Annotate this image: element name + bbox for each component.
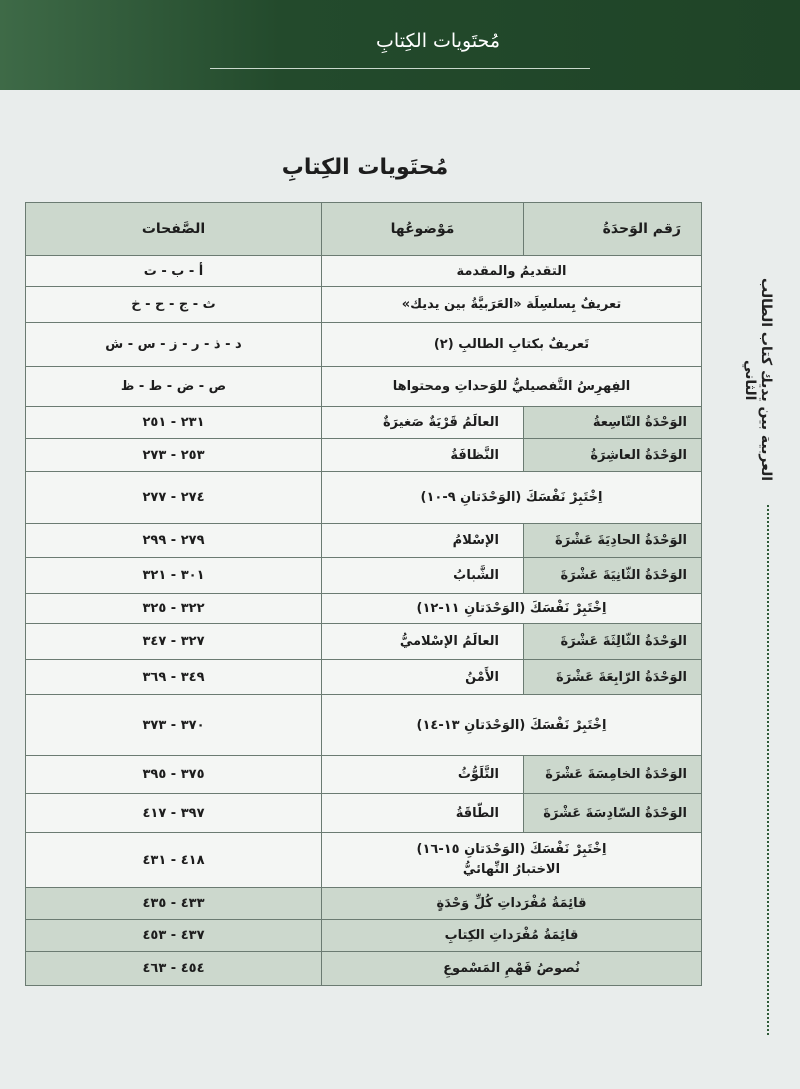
contents-table (25, 202, 702, 986)
pages-cell: ٣٩٧ - ٤١٧ (26, 794, 322, 833)
pages-cell: ٢٣١ - ٢٥١ (26, 407, 322, 439)
row-title-text: التقديمُ والمقدمة (456, 263, 567, 279)
row-title (322, 920, 702, 952)
page-title: مُحتَويات الكِتابِ (281, 155, 449, 180)
table-row (26, 833, 702, 888)
header-topic: مَوْضوعُها (322, 203, 524, 256)
table-row (26, 439, 702, 472)
pages-cell: أ - ب - ت (26, 256, 322, 287)
table-row (26, 794, 702, 833)
table-row (26, 407, 702, 439)
row-title (322, 833, 702, 888)
row-title (322, 594, 702, 624)
unit-cell: الوَحْدَةُ الخامِسَةَ عَشْرَةَ (524, 756, 702, 794)
topic-cell: العالَمُ الإسْلاميُّ (322, 624, 524, 660)
header-divider (210, 68, 590, 69)
table-row (26, 952, 702, 986)
pages-cell: ٤٣٣ - ٤٣٥ (26, 888, 322, 920)
topic-cell: التَّلَوُّثُ (322, 756, 524, 794)
row-title-text: اِخْتَبِرْ نَفْسَكَ (الوَحْدَتانِ ١١-١٢) (416, 601, 607, 616)
row-title-text: تَعريفٌ بكتابِ الطالبِ (٢) (433, 337, 590, 352)
header-title: مُحتَويات الكِتابِ (376, 30, 500, 52)
table-row (26, 920, 702, 952)
row-title-text: قائِمَةُ مُفْرَداتِ كُلِّ وَحْدَةٍ (436, 896, 587, 911)
row-title-text: اِخْتَبِرْ نَفْسَكَ (الوَحْدَتانِ ١٥-١٦) (416, 842, 607, 857)
table-row (26, 524, 702, 558)
topic-cell: الإسْلامُ (322, 524, 524, 558)
table-row (26, 594, 702, 624)
pages-cell: ٣٠١ - ٣٢١ (26, 558, 322, 594)
side-dotted-line (767, 505, 769, 1035)
row-title (322, 287, 702, 323)
row-title (322, 256, 702, 287)
unit-cell: الوَحْدَةُ الثّالِثَةَ عَشْرَةَ (524, 624, 702, 660)
pages-cell: ٣٧٠ - ٣٧٣ (26, 695, 322, 756)
table-row (26, 287, 702, 323)
row-title (322, 367, 702, 407)
pages-cell: ٣٧٥ - ٣٩٥ (26, 756, 322, 794)
row-title-text: قائِمَةُ مُفْرَداتِ الكِتابِ (444, 928, 579, 943)
row-title-text: نُصوصُ فَهْمِ المَسْموعِ (443, 961, 580, 976)
pages-cell: ٣٢٢ - ٣٢٥ (26, 594, 322, 624)
table-header-row (26, 203, 702, 256)
row-title-text: الفِهرِسُ التَّفصيليُّ للوَحداتِ ومحتواها (392, 379, 631, 394)
table-row (26, 558, 702, 594)
table-row (26, 323, 702, 367)
header-pages: الصَّفحات (26, 203, 322, 256)
table-row (26, 695, 702, 756)
row-title-text: تعريفٌ بِسلسِلَة «العَرَبيَّةُ بين يديك» (401, 297, 622, 312)
pages-cell: ٤١٨ - ٤٣١ (26, 833, 322, 888)
unit-cell: الوَحْدَةُ العاشِرَةُ (524, 439, 702, 472)
unit-cell: الوَحْدَةُ الثّانِيَةَ عَشْرَةَ (524, 558, 702, 594)
pages-cell: ٢٧٤ - ٢٧٧ (26, 472, 322, 524)
pages-cell: ٣٤٩ - ٣٦٩ (26, 660, 322, 695)
topic-cell: الطّاقَةُ (322, 794, 524, 833)
table-row (26, 472, 702, 524)
table-row (26, 256, 702, 287)
unit-cell: الوَحْدَةُ الرّابِعَةَ عَشْرَةَ (524, 660, 702, 695)
header-bar (0, 0, 800, 90)
topic-cell: الأَمْنُ (322, 660, 524, 695)
table-row (26, 888, 702, 920)
pages-cell: ث - ج - ح - خ (26, 287, 322, 323)
pages-cell: ٢٧٩ - ٢٩٩ (26, 524, 322, 558)
pages-cell: د - ذ - ر - ز - س - ش (26, 323, 322, 367)
table-row (26, 756, 702, 794)
row-title (322, 472, 702, 524)
table-row (26, 624, 702, 660)
row-title (322, 695, 702, 756)
unit-cell: الوَحْدَةُ الحادِيَةَ عَشْرَةَ (524, 524, 702, 558)
table-row (26, 660, 702, 695)
topic-cell: الشَّبابُ (322, 558, 524, 594)
topic-cell: العالَمُ قَرْيَةٌ صَغيرَةٌ (322, 407, 524, 439)
unit-cell: الوَحْدَةُ التّاسِعةُ (524, 407, 702, 439)
unit-cell: الوَحْدَةُ السّادِسَةَ عَشْرَةَ (524, 794, 702, 833)
pages-cell: ٤٥٤ - ٤٦٣ (26, 952, 322, 986)
header-unit: رَقم الوَحدَةُ (524, 203, 702, 256)
side-label: العربية بين يديك كتاب الطالب الثاني (742, 278, 774, 482)
table-body (26, 256, 702, 986)
row-title-text-secondary: الاختبارُ النِّهائيُّ (462, 862, 561, 877)
pages-cell: ٣٢٧ - ٣٤٧ (26, 624, 322, 660)
row-title (322, 888, 702, 920)
row-title-text: اِخْتَبِرْ نَفْسَكَ (الوَحْدَتانِ ٩-١٠) (420, 490, 603, 505)
row-title-text: اِخْتَبِرْ نَفْسَكَ (الوَحْدَتانِ ١٣-١٤) (416, 717, 607, 733)
row-title (322, 952, 702, 986)
topic-cell: النَّظافَةُ (322, 439, 524, 472)
pages-cell: ٤٣٧ - ٤٥٣ (26, 920, 322, 952)
row-title (322, 323, 702, 367)
table-row (26, 367, 702, 407)
pages-cell: ص - ض - ط - ظ (26, 367, 322, 407)
pages-cell: ٢٥٣ - ٢٧٣ (26, 439, 322, 472)
